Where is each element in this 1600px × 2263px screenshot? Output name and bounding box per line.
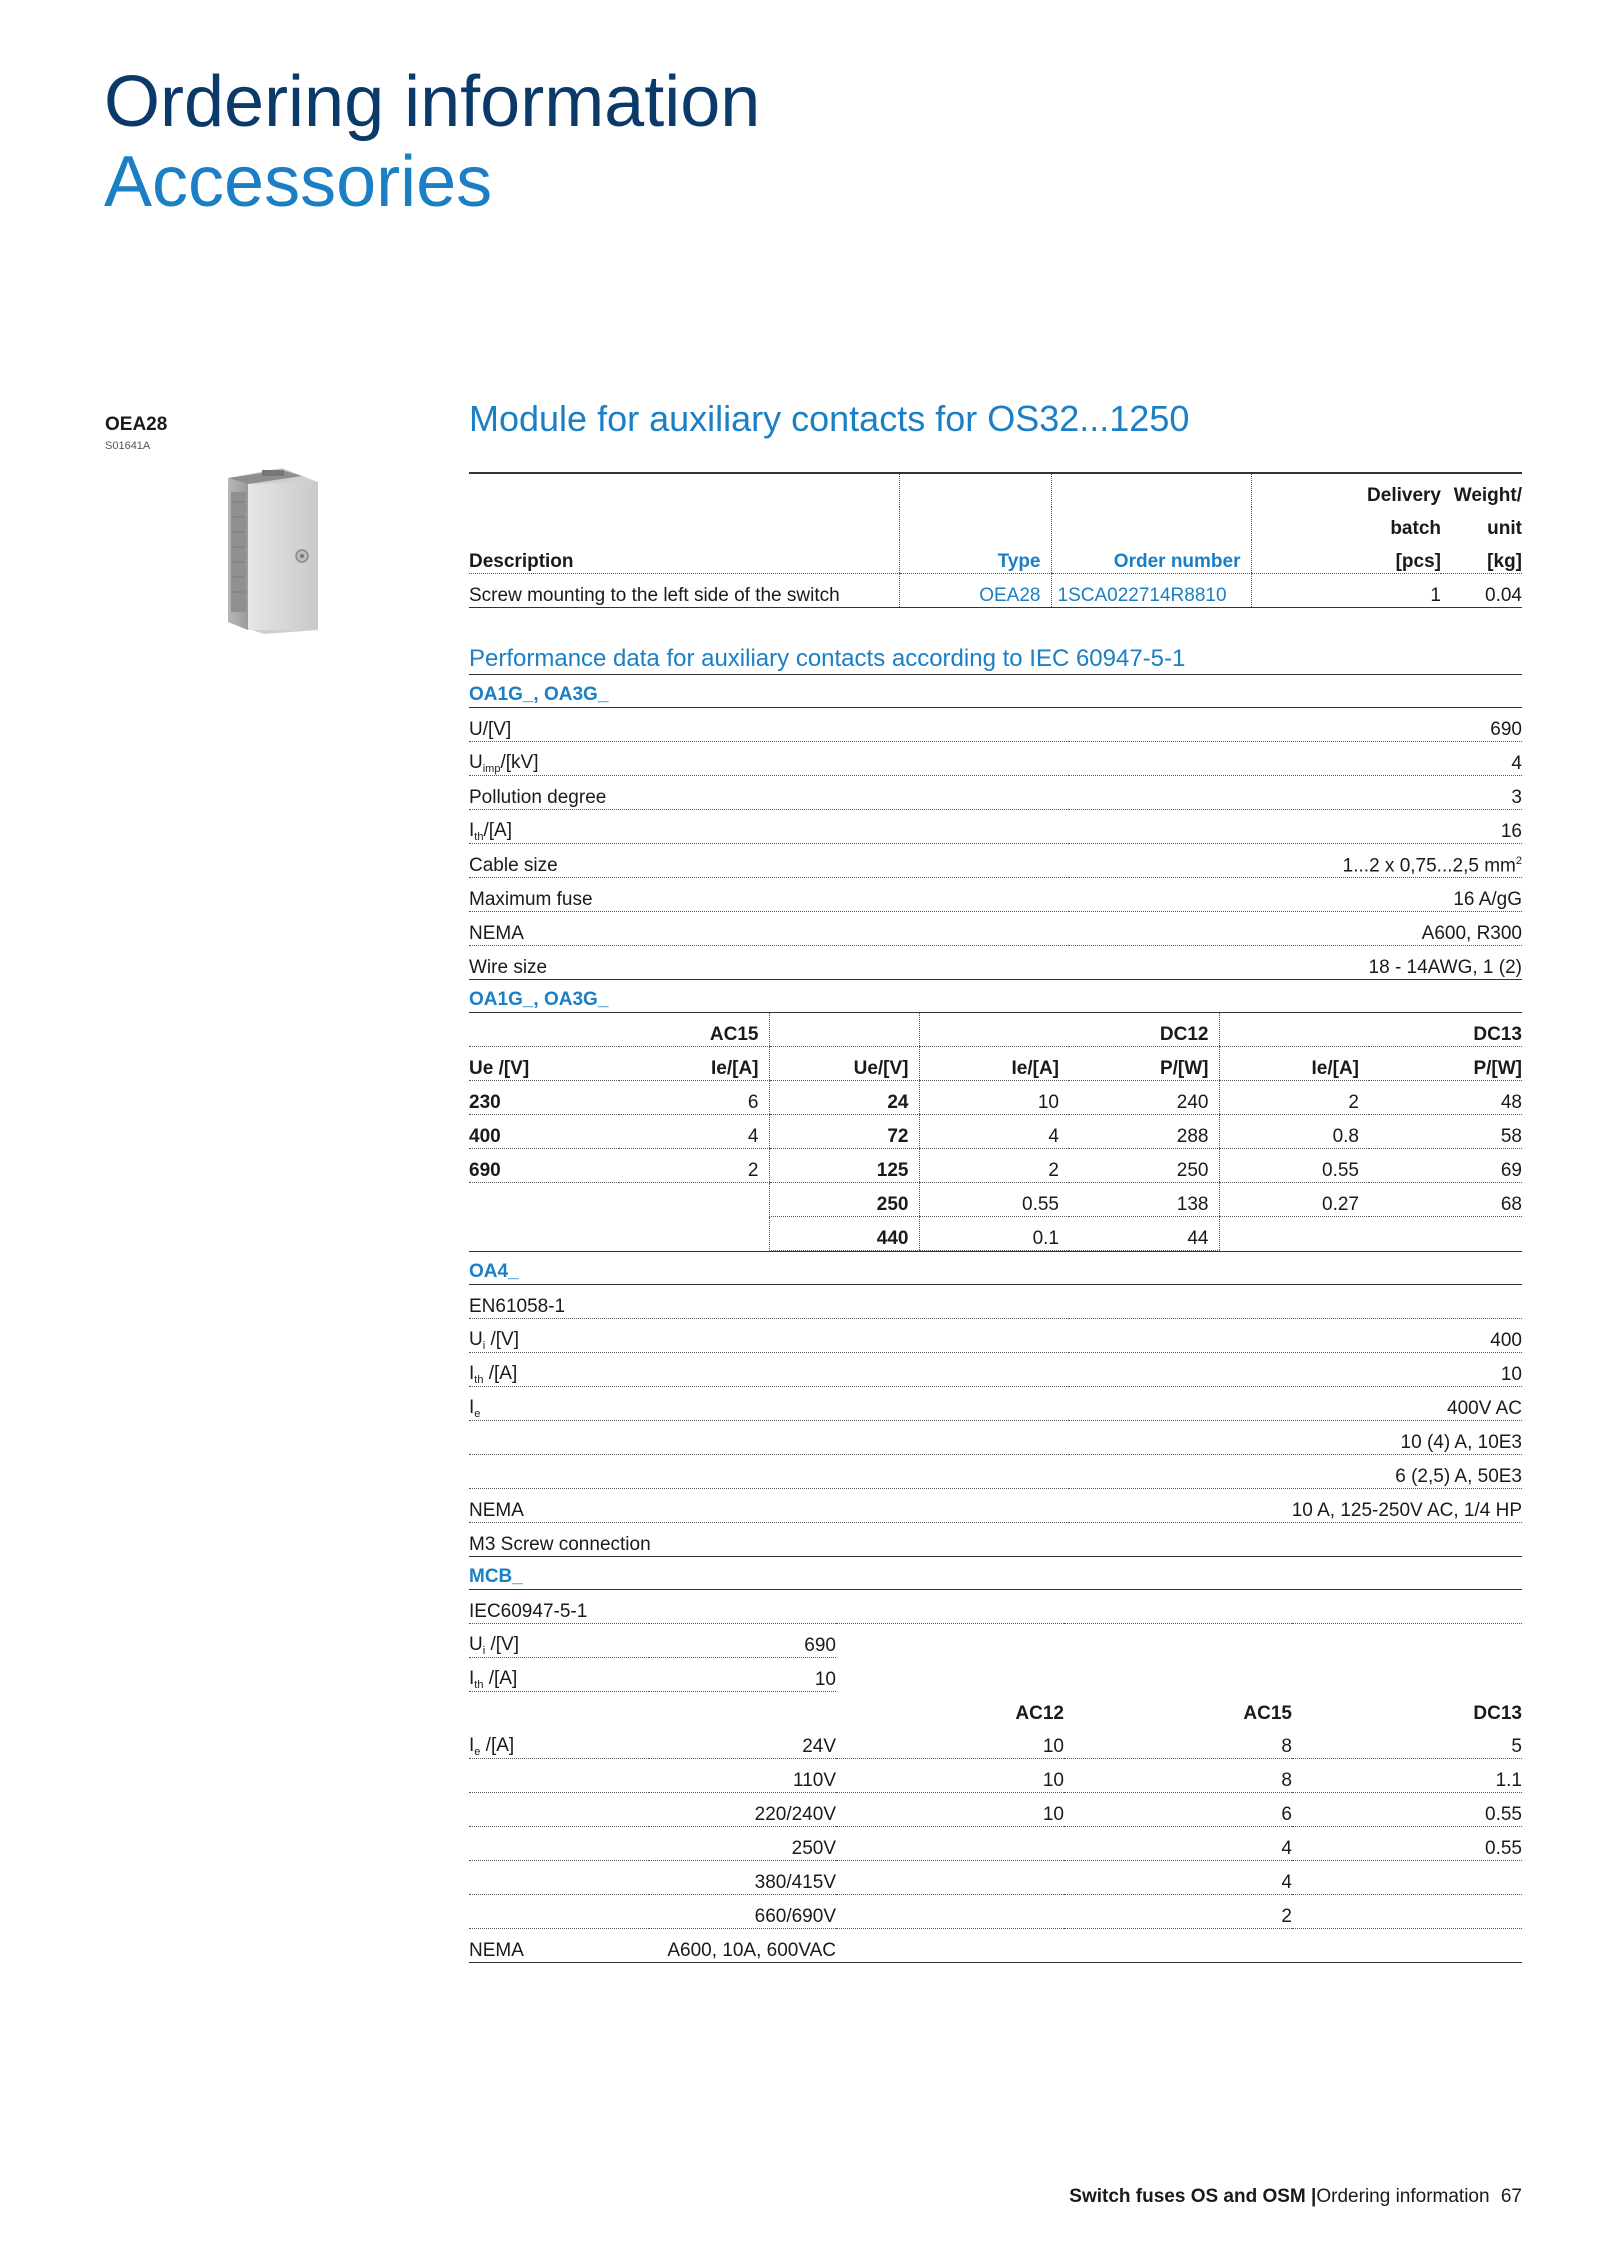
description-header: Description <box>469 540 899 574</box>
table-row <box>469 776 1522 810</box>
row-label: Wire size <box>469 957 548 978</box>
table-row: EN61058-1 <box>469 1285 1522 1319</box>
table-row: $U_i$ /[V] 400 <box>469 1319 1522 1353</box>
table-row: 440 0.1 44 <box>469 1217 1522 1251</box>
group-ac15: AC15 <box>619 1013 769 1047</box>
table-row: $I_e$ 400V AC <box>469 1387 1522 1421</box>
row-value: 16 A/gG <box>1069 878 1522 912</box>
row-delivery: 1 <box>1251 574 1441 608</box>
row-label: U/[V] <box>469 708 1069 742</box>
table-row <box>469 844 1522 878</box>
ac-dc-table <box>469 1013 1522 1251</box>
row-label: NEMA <box>469 912 1069 946</box>
row-type: OEA28 <box>899 574 1051 608</box>
product-code: OEA28 <box>105 414 168 435</box>
page-title <box>104 62 760 222</box>
table-row: IEC60947-5-1 <box>469 1590 1522 1624</box>
product-image-id: S01641A <box>105 440 151 452</box>
row-label: $U_{imp}/[kV]$ <box>469 742 1069 776</box>
footer-doc-title: Switch fuses OS and OSM <box>1069 2186 1306 2207</box>
table-row: $I_{th}$ /[A] 10 <box>469 1353 1522 1387</box>
table-row: 690 2 125 2 250 0.55 69 <box>469 1149 1522 1183</box>
table-row <box>469 810 1522 844</box>
col-header: Ie/[A] <box>1219 1047 1369 1081</box>
page-title-line2: Accessories <box>104 142 493 222</box>
order-table <box>469 472 1522 608</box>
table-row: 10 (4) A, 10E3 <box>469 1421 1522 1455</box>
mcb-table <box>469 1590 1522 1963</box>
col-header-ac15: AC15 <box>1243 1703 1292 1724</box>
table-row <box>469 742 1522 776</box>
table-row <box>469 878 1522 912</box>
row-label: Cable size <box>469 844 1069 878</box>
row-value: A600, R300 <box>1069 912 1522 946</box>
delivery-header-l2: batch <box>1251 507 1441 540</box>
table-row: NEMA 10 A, 125-250V AC, 1/4 HP <box>469 1489 1522 1523</box>
table-row <box>469 708 1522 742</box>
footer-separator: | <box>1311 2186 1317 2207</box>
col-header: Ue/[V] <box>769 1047 919 1081</box>
order-number-header: Order number <box>1051 540 1251 574</box>
delivery-header-l3: [pcs] <box>1251 540 1441 574</box>
col-header-dc13: DC13 <box>1473 1703 1522 1724</box>
oa4-table <box>469 1285 1522 1557</box>
performance-section <box>469 640 1522 1963</box>
col-header-ac12: AC12 <box>1015 1703 1064 1724</box>
row-value: 18 - 14AWG, 1 (2) <box>1368 957 1522 978</box>
section-oa1g: OA1G_, OA3G_ <box>469 675 1522 708</box>
table-row: 230 6 24 10 240 2 48 <box>469 1081 1522 1115</box>
row-value: 4 <box>1069 742 1522 776</box>
row-value: 690 <box>1069 708 1522 742</box>
performance-title: Performance data for auxiliary contacts according to IEC 60947-5-1 <box>469 640 1522 675</box>
row-label: Maximum fuse <box>469 878 1069 912</box>
section-mcb: MCB_ <box>469 1557 1522 1590</box>
product-image <box>222 462 322 634</box>
col-header: P/[W] <box>1369 1047 1522 1081</box>
table-row: NEMA A600, 10A, 600VAC <box>469 1929 1522 1963</box>
type-header: Type <box>899 540 1051 574</box>
table-row <box>469 912 1522 946</box>
section-oa1g-2: OA1G_, OA3G_ <box>469 980 1522 1013</box>
table-row: M3 Screw connection <box>469 1523 1522 1557</box>
row-value: 16 <box>1069 810 1522 844</box>
table-row: 110V 10 8 1.1 <box>469 1759 1522 1793</box>
table-row: $U_i$ /[V] 690 <box>469 1624 1522 1658</box>
delivery-header-l1: Delivery <box>1251 473 1441 507</box>
table-row: 400 4 72 4 288 0.8 58 <box>469 1115 1522 1149</box>
col-header: Ie/[A] <box>919 1047 1069 1081</box>
col-header: P/[W] <box>1069 1047 1219 1081</box>
col-header: Ie/[A] <box>619 1047 769 1081</box>
weight-header-l3: [kg] <box>1441 540 1522 574</box>
table-row: 6 (2,5) A, 50E3 <box>469 1455 1522 1489</box>
row-description: Screw mounting to the left side of the switch <box>469 574 899 608</box>
module-title: Module for auxiliary contacts for OS32...1250 <box>469 398 1190 439</box>
row-label: $I_{th}/[A]$ <box>469 810 1069 844</box>
page-title-line1: Ordering information <box>104 62 761 142</box>
row-value: 3 <box>1069 776 1522 810</box>
row-order-number: 1SCA022714R8810 <box>1051 574 1251 608</box>
table-row: 250 0.55 138 0.27 68 <box>469 1183 1522 1217</box>
group-dc13: DC13 <box>1369 1013 1522 1047</box>
row-value: 1...2 x 0,75...2,5 $mm^2$ <box>1069 844 1522 878</box>
table-row: 660/690V 2 <box>469 1895 1522 1929</box>
table-row: $I_e$ /[A] 24V 10 8 5 <box>469 1725 1522 1759</box>
weight-header-l1: Weight/ <box>1453 485 1522 506</box>
page-footer <box>1069 2186 1522 2208</box>
col-header: Ue /[V] <box>469 1047 619 1081</box>
weight-header-l2: unit <box>1487 518 1522 539</box>
table-row <box>469 946 1522 980</box>
section-oa4: OA4_ <box>469 1251 1522 1285</box>
table-row: 380/415V 4 <box>469 1861 1522 1895</box>
table-row: 220/240V 10 6 0.55 <box>469 1793 1522 1827</box>
table-row: 250V 4 0.55 <box>469 1827 1522 1861</box>
footer-section: Ordering information <box>1316 2186 1490 2207</box>
table-row <box>469 574 1522 608</box>
oa1g-table <box>469 708 1522 980</box>
group-dc12: DC12 <box>1069 1013 1219 1047</box>
page-number: 67 <box>1500 2186 1522 2207</box>
table-row: $I_{th}$ /[A] 10 <box>469 1658 1522 1692</box>
row-weight: 0.04 <box>1441 574 1522 608</box>
row-label: Pollution degree <box>469 776 1069 810</box>
